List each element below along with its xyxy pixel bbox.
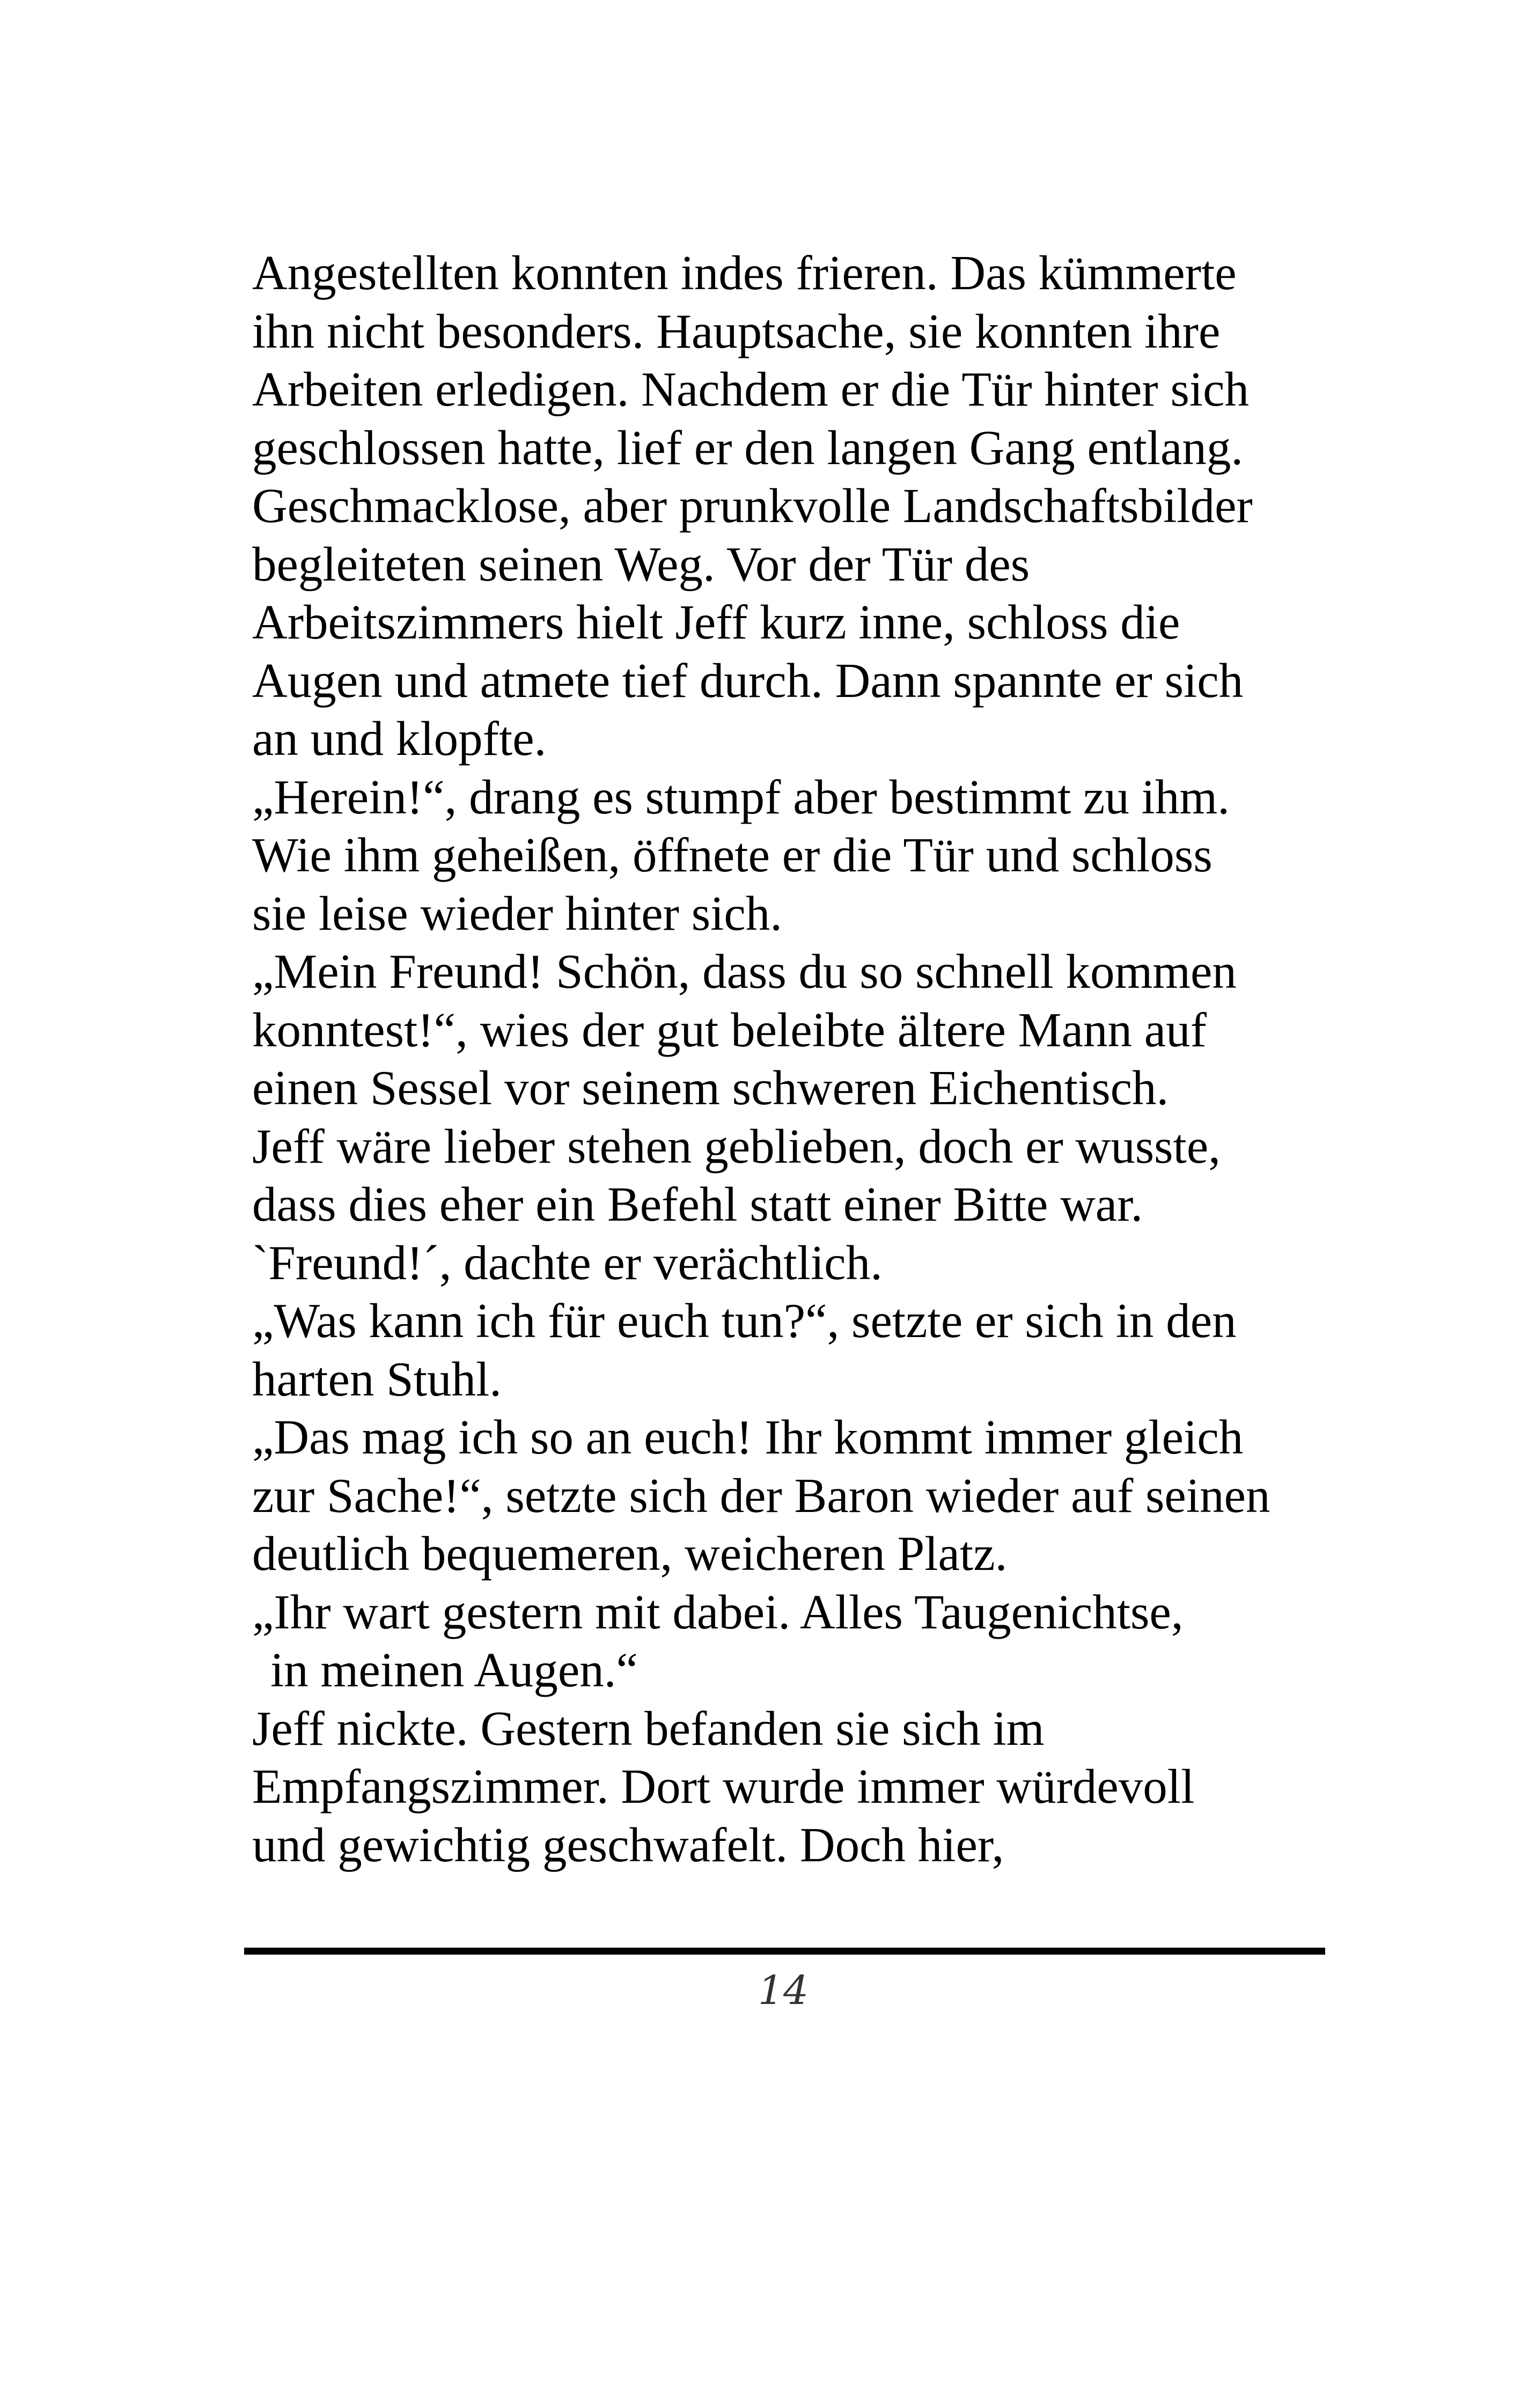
text-line-14: konntest!“, wies der gut beleibte ältere Mann auf	[252, 1002, 1207, 1057]
text-line-2: ihn nicht besonders. Hauptsache, sie konnten ihre	[252, 304, 1221, 358]
footer-divider	[244, 1948, 1325, 1955]
text-line-28: und gewichtig geschwafelt. Doch hier,	[252, 1817, 1004, 1872]
text-line-3: Arbeiten erledigen. Nachdem er die Tür hinter sich	[252, 362, 1250, 416]
text-line-25: in meinen Augen.“	[270, 1643, 638, 1697]
text-line-22: zur Sache!“, setzte sich der Baron wieder auf seinen	[252, 1468, 1270, 1523]
text-line-9: an und klopfte.	[252, 711, 547, 766]
text-line-10: „Herein!“, drang es stumpf aber bestimmt zu ihm.	[252, 769, 1230, 824]
text-line-13: „Mein Freund! Schön, dass du so schnell kommen	[252, 944, 1237, 999]
text-line-26: Jeff nickte. Gestern befanden sie sich im	[252, 1701, 1045, 1756]
text-line-24: „Ihr wart gestern mit dabei. Alles Taugenichtse,	[252, 1584, 1184, 1639]
text-line-6: begleiteten seinen Weg. Vor der Tür des	[252, 537, 1030, 591]
text-line-21: „Das mag ich so an euch! Ihr kommt immer gleich	[252, 1410, 1244, 1464]
text-line-8: Augen und atmete tief durch. Dann spannte er sich	[252, 653, 1244, 708]
text-line-17: dass dies eher ein Befehl statt einer Bitte war.	[252, 1177, 1143, 1231]
text-line-19: „Was kann ich für euch tun?“, setzte er sich in den	[252, 1294, 1237, 1348]
page-number: 14	[758, 1967, 809, 2014]
text-line-27: Empfangszimmer. Dort wurde immer würdevoll	[252, 1759, 1195, 1814]
text-line-4: geschlossen hatte, lief er den langen Gang entlang.	[252, 420, 1244, 475]
text-line-1: Angestellten konnten indes frieren. Das kümmerte	[252, 246, 1237, 300]
body-text	[252, 244, 1352, 1874]
text-line-16: Jeff wäre lieber stehen geblieben, doch er wusste,	[252, 1119, 1221, 1173]
text-line-15: einen Sessel vor seinem schweren Eichentisch.	[252, 1061, 1169, 1115]
text-line-20: harten Stuhl.	[252, 1352, 502, 1406]
text-line-23: deutlich bequemeren, weicheren Platz.	[252, 1526, 1008, 1581]
text-line-12: sie leise wieder hinter sich.	[252, 886, 783, 941]
text-line-5: Geschmacklose, aber prunkvolle Landschaftsbilder	[252, 479, 1253, 533]
text-line-18: `Freund!´, dachte er verächtlich.	[252, 1235, 883, 1290]
text-line-7: Arbeitszimmers hielt Jeff kurz inne, schloss die	[252, 595, 1180, 649]
text-line-11: Wie ihm geheißen, öffnete er die Tür und schloss	[252, 828, 1213, 882]
